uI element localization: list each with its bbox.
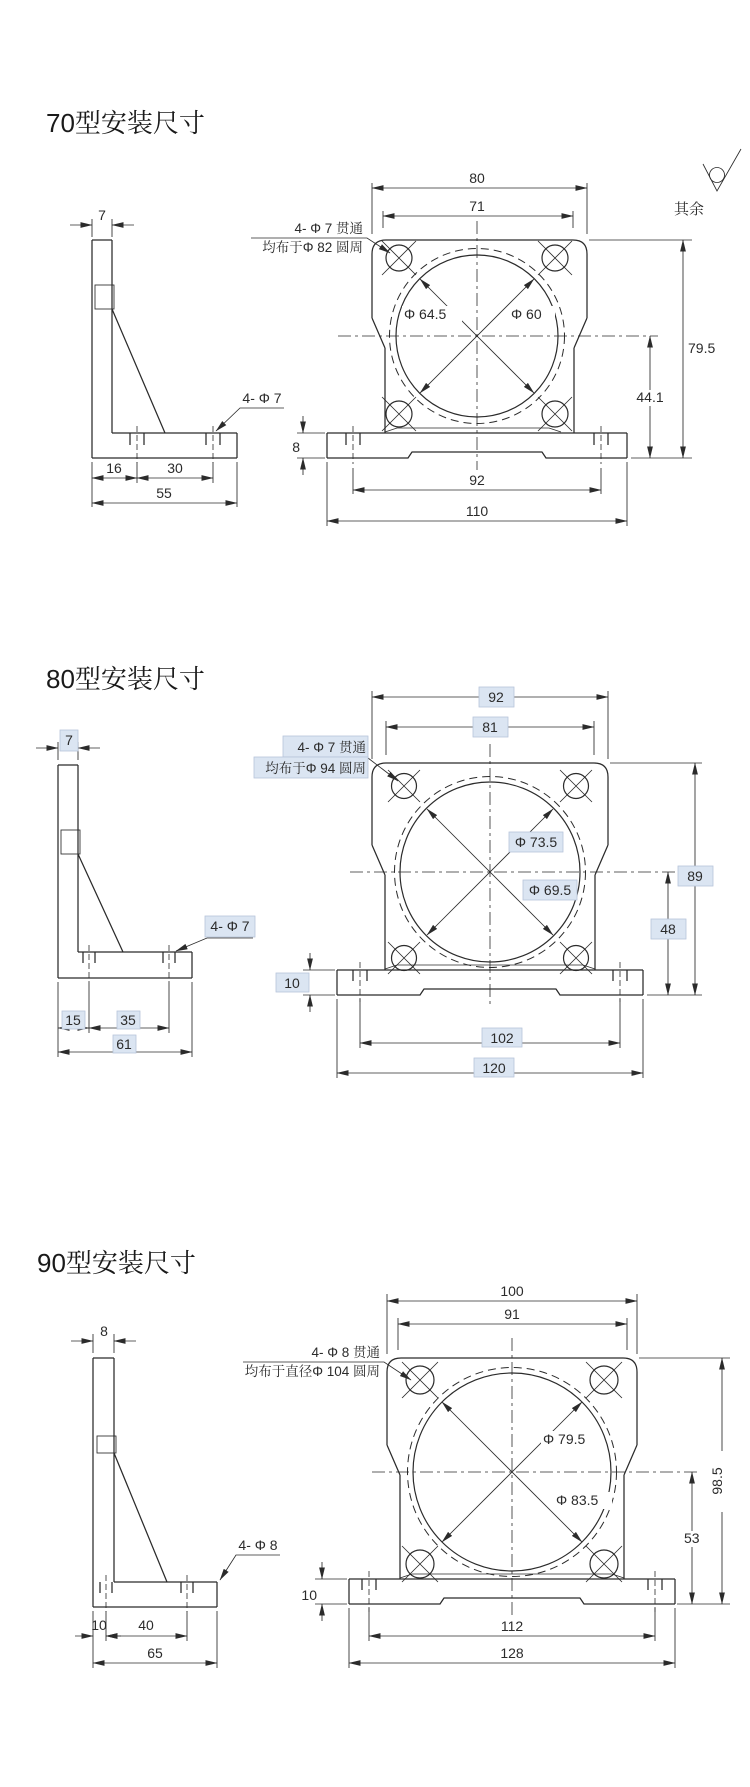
dim80-side-d3: 61	[116, 1036, 132, 1052]
dim90-side-d1: 10	[91, 1617, 107, 1633]
front-view-90	[243, 1283, 730, 1668]
note80-line1: 4- Φ 7 贯通	[297, 740, 366, 755]
dim90-front-h1: 98.5	[709, 1467, 725, 1495]
label70-side-hole: 4- Φ 7	[242, 390, 282, 406]
dim70-front-w2: 71	[469, 198, 485, 214]
surface-finish-icon	[703, 149, 741, 191]
dim70-front-w4: 110	[465, 503, 489, 519]
surface-finish-note: 其余	[674, 201, 705, 218]
dim70-front-dia1: Φ 64.5	[404, 306, 447, 322]
dim70-front-w1: 80	[469, 170, 485, 186]
dim80-front-h1: 89	[687, 868, 703, 884]
label80-side-hole: 4- Φ 7	[210, 918, 250, 934]
label90-side-hole: 4- Φ 8	[238, 1537, 278, 1553]
dim70-side-d1: 16	[106, 460, 122, 476]
dim70-front-w3: 92	[469, 472, 485, 488]
dim80-front-w4: 120	[482, 1060, 506, 1076]
section-70	[46, 108, 741, 526]
section-70-title: 70型安装尺寸	[46, 108, 205, 138]
note90-line1: 4- Φ 8 贯通	[311, 1345, 380, 1360]
dim70-side-d3: 55	[156, 485, 172, 501]
dim70-front-h1: 79.5	[688, 340, 716, 356]
dim90-front-w2: 91	[504, 1306, 520, 1322]
note80-line2: 均布于Φ 94 圆周	[265, 761, 366, 776]
dim70-side-d2: 30	[167, 460, 183, 476]
dim80-front-w1: 92	[488, 689, 504, 705]
side-view-80	[36, 730, 255, 1057]
dim80-front-w3: 102	[490, 1030, 514, 1046]
dim70-front-h2: 44.1	[636, 389, 664, 405]
dim80-front-dia1: Φ 73.5	[514, 834, 558, 850]
dim80-front-h2: 48	[660, 921, 676, 937]
dim90-front-w3: 112	[500, 1618, 524, 1634]
dim80-front-dia2: Φ 69.5	[528, 882, 572, 898]
dim70-front-dia2: Φ 60	[511, 306, 542, 322]
front-view-70	[251, 170, 715, 526]
section-80	[36, 664, 713, 1078]
note90-line2: 均布于直径Φ 104 圆周	[244, 1364, 380, 1379]
note70-line1: 4- Φ 7 贯通	[294, 221, 363, 236]
dim90-front-dia2: Φ 83.5	[556, 1492, 599, 1508]
section-90	[37, 1248, 730, 1668]
dim90-wall-thickness: 8	[100, 1323, 108, 1339]
dim90-side-d3: 65	[147, 1645, 163, 1661]
section-80-title: 80型安装尺寸	[46, 664, 205, 694]
dim80-side-d1: 15	[65, 1012, 81, 1028]
dim90-front-w1: 100	[500, 1283, 524, 1299]
side-view-70	[70, 207, 284, 507]
section-90-title: 90型安装尺寸	[37, 1248, 196, 1278]
dim90-front-h2: 53	[684, 1530, 700, 1546]
dim70-front-base-thickness: 8	[292, 439, 300, 455]
note70-line2: 均布于Φ 82 圆周	[262, 240, 363, 255]
dim90-front-dia1: Φ 79.5	[543, 1431, 586, 1447]
front-view-80	[254, 687, 713, 1078]
dim90-front-w4: 128	[500, 1645, 524, 1661]
dim80-wall-thickness: 7	[65, 732, 73, 748]
dim90-front-base-thickness: 10	[301, 1587, 317, 1603]
dim70-wall-thickness: 7	[98, 207, 106, 223]
dim80-front-base-thickness: 10	[284, 975, 300, 991]
dim80-side-d2: 35	[120, 1012, 136, 1028]
dim80-front-w2: 81	[482, 719, 498, 735]
dim90-side-d2: 40	[138, 1617, 154, 1633]
